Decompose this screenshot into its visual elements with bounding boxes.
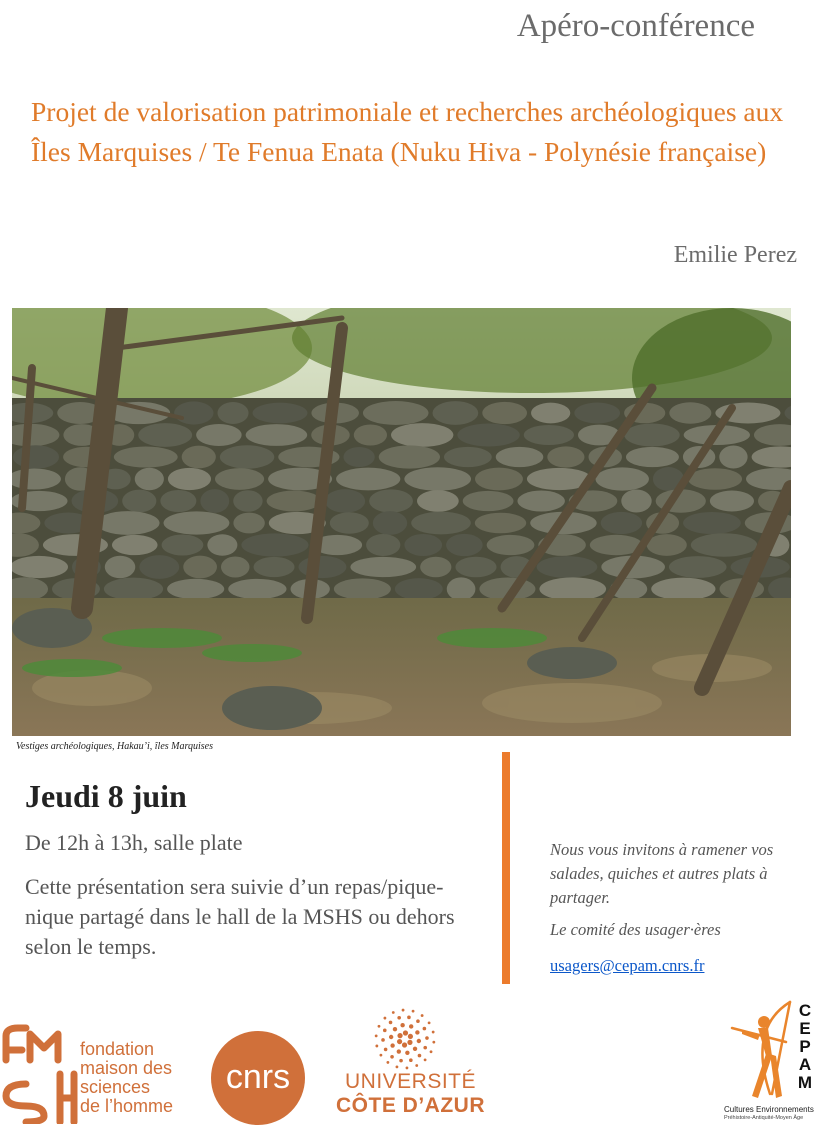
uca-dot: [384, 1017, 387, 1020]
wall-stone: [104, 578, 163, 601]
uca-dot: [405, 1051, 409, 1055]
uca-dot: [393, 1027, 397, 1031]
uca-dot: [432, 1031, 435, 1034]
wall-stone: [669, 556, 727, 578]
uca-dot: [378, 1025, 381, 1028]
fmsh-line-2: maison des: [80, 1058, 173, 1078]
contact-email-link[interactable]: usagers@cepam.cnrs.fr: [550, 956, 705, 975]
wall-stone: [574, 403, 620, 424]
uca-dot: [383, 1029, 387, 1033]
uca-dot: [390, 1055, 394, 1059]
wall-stone: [683, 512, 741, 534]
wall-stone: [475, 513, 526, 534]
wall-stone: [475, 468, 523, 491]
fmsh-line-3: sciences: [80, 1077, 151, 1097]
fmsh-logo-text: [80, 1040, 173, 1116]
uca-dot: [392, 1011, 395, 1014]
wall-stone: [221, 557, 250, 578]
cepam-tagline-1: Cultures Environnements: [724, 1105, 814, 1114]
cepam-letter: A: [798, 1055, 812, 1074]
fmsh-line-4: de l’homme: [80, 1096, 174, 1116]
wall-stone: [395, 578, 443, 600]
uca-logo-text: [336, 1070, 485, 1118]
wall-stone: [241, 533, 308, 556]
event-date: Jeudi 8 juin: [25, 778, 187, 814]
wall-stone: [215, 468, 264, 490]
wall-stone: [183, 556, 217, 579]
cepam-letter: C: [798, 1001, 812, 1020]
uca-dot: [386, 1061, 389, 1064]
invitation-text: Nous vous invitons à ramener vos salades, quiches et autres plats à partager.: [550, 840, 774, 907]
wall-stone: [174, 401, 213, 424]
wall-stone: [114, 446, 178, 467]
wall-stone: [669, 402, 711, 423]
wall-stone: [105, 556, 136, 579]
uca-dot: [417, 1039, 421, 1043]
wall-stone: [112, 535, 158, 555]
uca-dot: [406, 1067, 409, 1070]
cepam-letter: P: [799, 1037, 811, 1056]
uca-dot: [400, 1023, 404, 1027]
wall-stone: [13, 445, 59, 468]
vertical-divider: [502, 752, 510, 984]
wall-stone: [334, 578, 391, 599]
uca-dot: [424, 1059, 427, 1062]
wall-stone: [373, 511, 407, 535]
wall-stone: [343, 447, 374, 467]
wall-stone: [138, 423, 192, 447]
wall-stone: [139, 555, 179, 579]
uca-dot: [375, 1034, 378, 1037]
wall-stone: [233, 490, 262, 512]
uca-dot: [397, 1033, 402, 1038]
wall-stone: [432, 401, 478, 425]
wall-stone: [444, 447, 492, 467]
wall-stone: [167, 579, 224, 599]
wall-stone: [719, 445, 747, 468]
wall-stone: [330, 512, 369, 533]
wall-stone: [254, 557, 295, 577]
cnrs-logo-text: cnrs: [225, 1058, 291, 1096]
wall-stone: [253, 403, 308, 424]
uca-dot: [425, 1036, 429, 1040]
wall-stone: [218, 402, 249, 424]
wall-stone: [651, 578, 715, 601]
event-description: Cette présentation sera suivie d’un repas/pique-nique partagé dans le hall de la MSHS ou dehors selon le temps.: [25, 874, 455, 959]
uca-dot: [384, 1048, 388, 1052]
wall-stone: [336, 468, 400, 491]
wall-stone: [96, 511, 159, 535]
uca-dot: [407, 1016, 411, 1020]
wall-stone: [164, 511, 230, 534]
uca-dot: [397, 1016, 401, 1020]
wall-stone: [391, 423, 453, 447]
wall-stone: [447, 577, 476, 600]
wall-stone: [404, 534, 442, 556]
uca-dot: [423, 1027, 427, 1031]
wall-stone: [12, 556, 68, 578]
uca-dot: [409, 1058, 413, 1062]
photo-caption: Vestiges archéologiques, Hakau’i, îles Marquises: [16, 741, 214, 752]
wall-stone: [537, 556, 598, 578]
wall-stone: [207, 534, 237, 555]
wall-stone: [354, 424, 387, 445]
uca-dot: [412, 1010, 415, 1013]
wall-stone: [168, 468, 211, 490]
cepam-wordmark: [795, 1002, 815, 1092]
uca-dot: [403, 1030, 408, 1035]
wall-stone: [182, 446, 216, 469]
photo-illustration: [12, 308, 791, 736]
talk-title: Projet de valorisation patrimoniale et recherches archéologiques aux Îles Marquises / Te Fenua Enata (Nuku Hiva - Polynésie française): [31, 96, 784, 168]
uca-dot: [375, 1045, 378, 1048]
uca-dot: [432, 1041, 435, 1044]
uca-dot: [413, 1047, 417, 1051]
wall-stone: [366, 534, 400, 556]
committee-signature: Le comité des usager·ères: [550, 920, 721, 939]
wall-stone: [417, 490, 459, 512]
uca-dot: [415, 1064, 418, 1067]
uca-dot: [415, 1030, 419, 1034]
uca-dot: [396, 1065, 399, 1068]
uca-dot: [397, 1039, 402, 1044]
uca-dot: [421, 1014, 424, 1017]
uca-dot: [428, 1021, 431, 1024]
uca-dot: [399, 1059, 403, 1063]
event-time-place: De 12h à 13h, salle plate: [25, 830, 243, 855]
cepam-tagline-2: Préhistoire-Antiquité-Moyen Âge: [724, 1115, 804, 1121]
wall-stone: [196, 424, 242, 446]
wall-stone: [691, 533, 757, 556]
wall-stone: [446, 534, 483, 556]
wall-stone: [325, 489, 365, 513]
wall-stone: [379, 445, 440, 468]
wall-stone: [135, 468, 164, 490]
uca-dots-icon: [374, 1008, 436, 1070]
cepam-archer-icon: [728, 998, 798, 1106]
wall-stone: [517, 490, 564, 511]
wall-stone: [457, 424, 519, 447]
wall-stone: [487, 535, 535, 555]
wall-stone: [531, 403, 570, 424]
speaker-name: Emilie Perez: [673, 242, 797, 268]
uca-dot: [402, 1042, 407, 1047]
wall-stone: [626, 447, 679, 467]
wall-stone: [233, 513, 264, 534]
wall-stone: [369, 489, 413, 512]
fmsh-line-1: fondation: [80, 1039, 155, 1059]
wall-stone: [688, 468, 742, 490]
wall-stone: [122, 490, 156, 513]
cepam-letter: E: [799, 1019, 811, 1038]
wall-stone: [267, 491, 321, 512]
uca-dot: [430, 1050, 433, 1053]
wall-stone: [482, 402, 527, 424]
wall-stone: [228, 579, 286, 599]
wall-stone: [710, 491, 754, 512]
uca-dot: [389, 1035, 393, 1039]
archaeological-site-photo: [12, 308, 791, 736]
wall-stone: [160, 490, 196, 512]
wall-stone: [596, 467, 649, 490]
uca-dot: [423, 1046, 427, 1050]
wall-stone: [299, 556, 347, 578]
wall-stone: [601, 512, 642, 534]
uca-dot: [397, 1049, 401, 1053]
uca-dot: [389, 1021, 393, 1025]
wall-stone: [496, 447, 544, 467]
cnrs-logo: [210, 1030, 306, 1126]
uca-dot: [408, 1034, 413, 1039]
wall-stone: [463, 491, 514, 511]
uca-dot: [380, 1054, 383, 1057]
wall-stone: [524, 425, 574, 445]
wall-stone: [411, 512, 471, 535]
uca-dot: [381, 1038, 385, 1042]
uca-dot: [407, 1040, 412, 1045]
uca-dot: [402, 1009, 405, 1012]
wall-stone: [647, 534, 687, 556]
wall-stone: [539, 577, 606, 600]
wall-stone: [220, 445, 274, 468]
uca-dot: [418, 1054, 422, 1058]
uca-dot: [416, 1019, 420, 1023]
wall-stone: [624, 424, 679, 447]
event-type-heading: Apéro-conférence: [516, 8, 755, 44]
wall-stone: [420, 557, 451, 578]
uca-line-1: UNIVERSITÉ: [344, 1070, 477, 1093]
wall-stone: [246, 424, 308, 446]
wall-stone: [350, 557, 416, 577]
uca-dot: [390, 1043, 394, 1047]
cepam-letter: M: [797, 1073, 813, 1092]
wall-stone: [455, 557, 496, 577]
wall-stone: [547, 446, 584, 467]
uca-line-2: CÔTE D’AZUR: [336, 1094, 485, 1117]
wall-stone: [162, 535, 204, 556]
wall-stone: [200, 489, 229, 513]
wall-stone: [404, 467, 471, 491]
wall-stone: [363, 401, 429, 425]
uca-dot: [409, 1024, 413, 1028]
wall-stone: [621, 490, 651, 513]
